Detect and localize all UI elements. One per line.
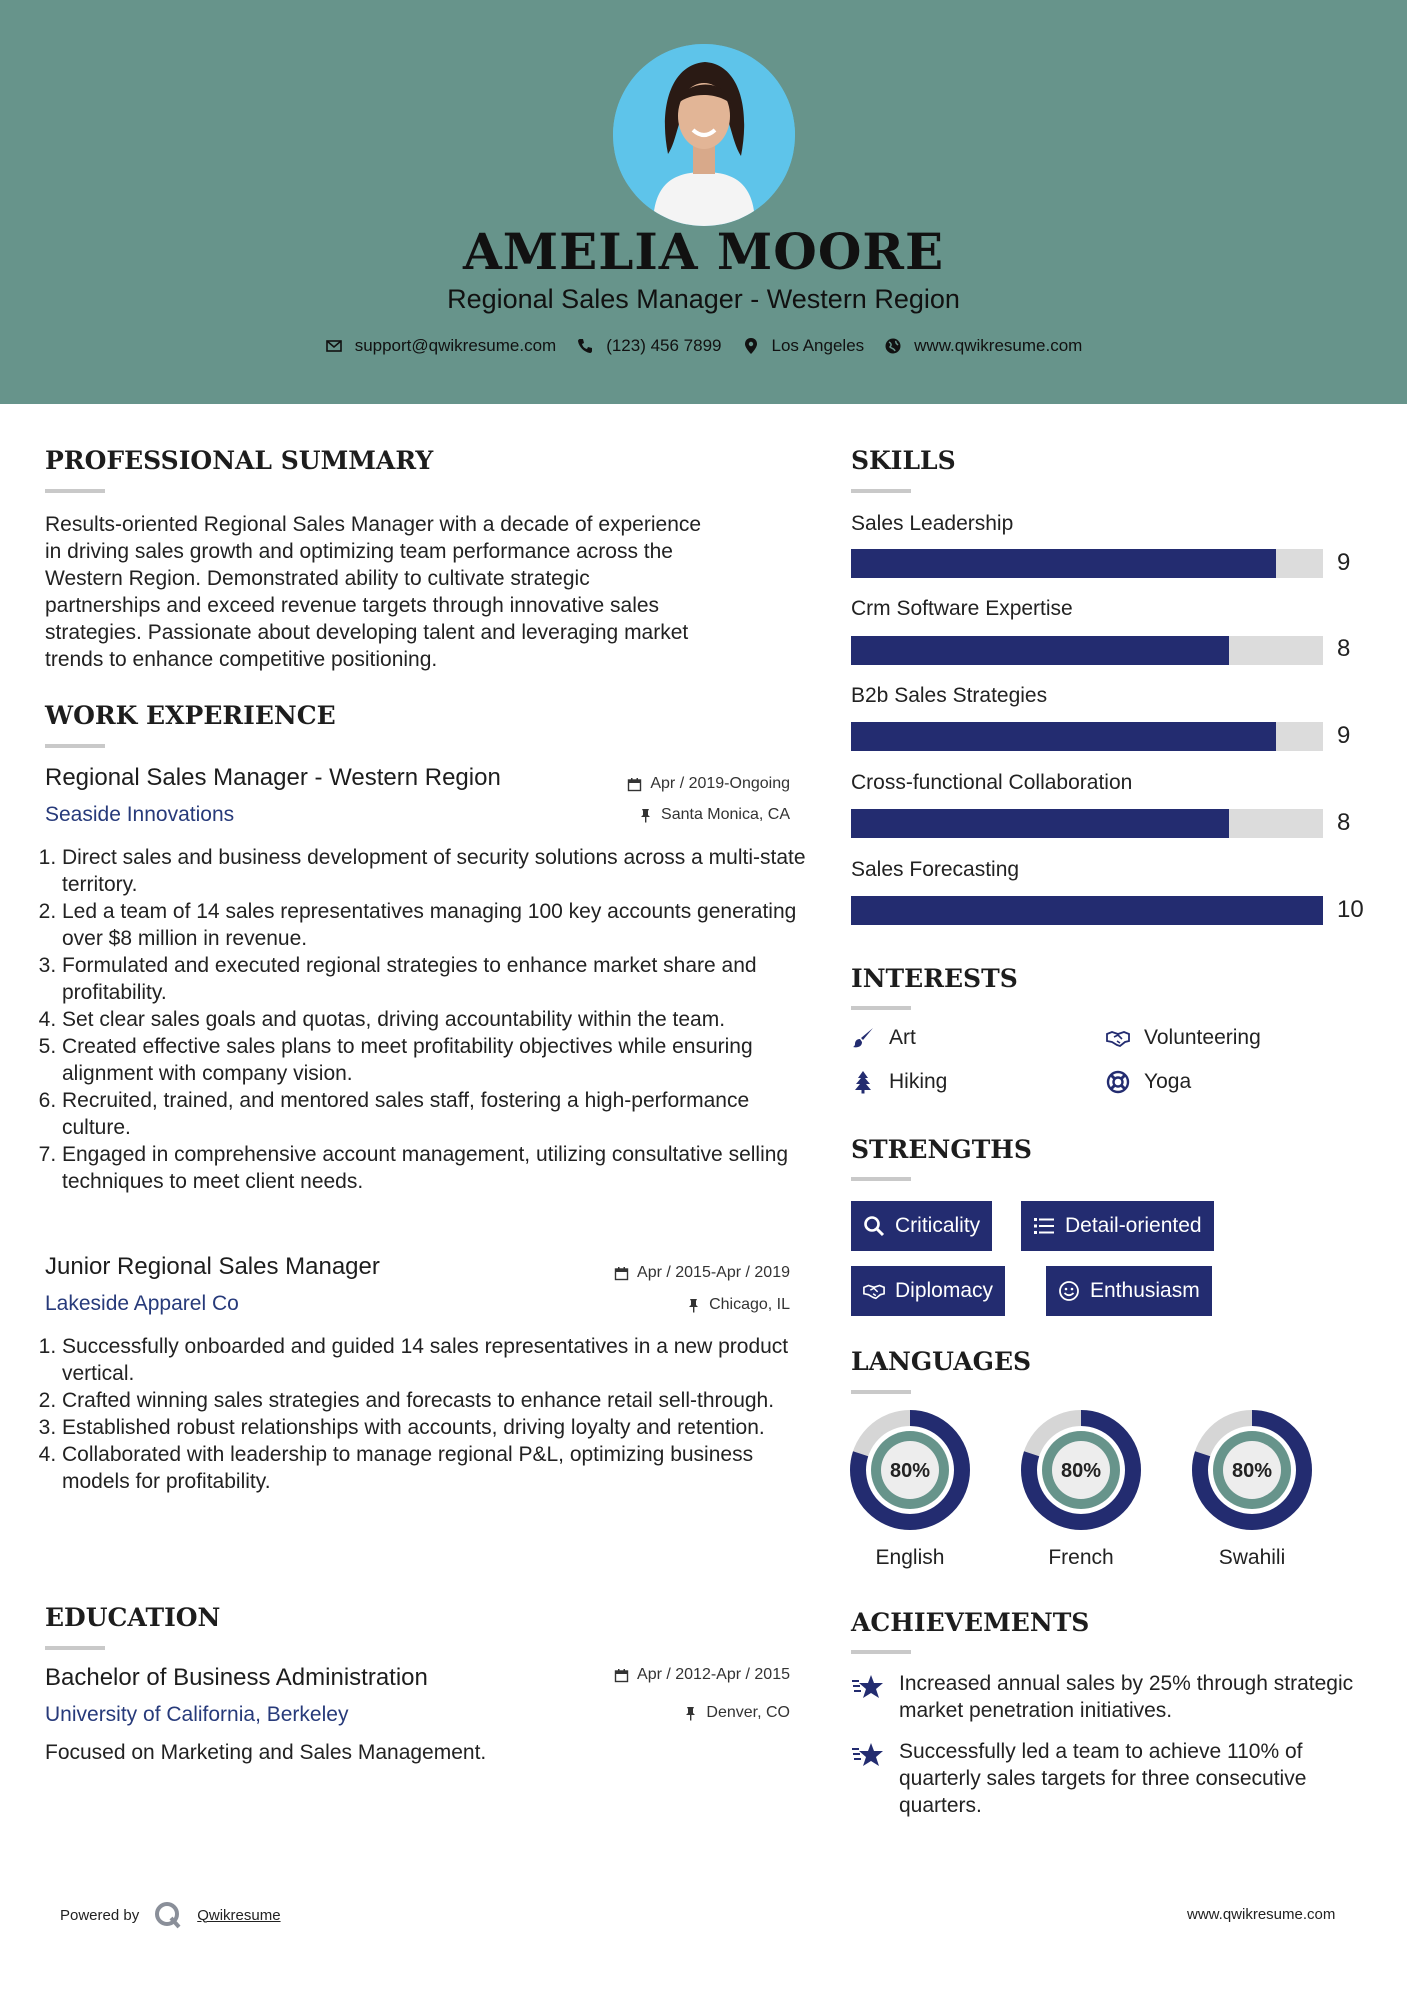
skill-name: Crm Software Expertise [851,597,1073,620]
job-dates-text: Apr / 2015-Apr / 2019 [637,1264,790,1281]
skill-score: 8 [1337,809,1351,836]
contact-phone[interactable] [576,336,721,356]
candidate-title: Regional Sales Manager - Western Region [447,284,960,314]
section-divider [851,1177,911,1181]
section-divider [851,1006,911,1010]
skill-name: Sales Forecasting [851,858,1020,881]
skill-bar [851,549,1323,578]
strength-label: Detail-oriented [1065,1214,1202,1237]
achievement-item [851,1670,1371,1724]
language-gauge [848,1408,972,1532]
job-title: Regional Sales Manager - Western Region [45,764,501,791]
list-item: 1. Direct sales and business development of security solutions across a multi-state territory. [62,844,812,898]
interests-heading: INTERESTS [851,964,1018,993]
pushpin-icon [686,1298,701,1313]
education-heading: EDUCATION [45,1603,221,1632]
job-dates [614,1264,790,1282]
achievements-heading: ACHIEVEMENTS [851,1608,1090,1637]
candidate-name: AMELIA MOORE [462,222,945,281]
lifering-icon [1106,1070,1130,1094]
language-item [1019,1408,1143,1570]
education-location [683,1704,790,1722]
summary-line: Western Region. Demonstrated ability to cultivate strategic [45,567,590,590]
language-level-label: 80% [1060,1460,1102,1482]
strength-label: Criticality [895,1214,981,1237]
skill-score: 10 [1337,896,1364,923]
list-item: 3. Formulated and executed regional strategies to enhance market share and profitability. [62,952,812,1006]
handshake-icon [1106,1026,1130,1050]
degree-title: Bachelor of Business Administration [45,1664,428,1691]
map-pin-icon [742,337,760,355]
pushpin-icon [683,1706,698,1721]
interest-label: Volunteering [1144,1026,1261,1049]
strength-badge [1021,1201,1214,1251]
email-text: support@qwikresume.com [354,336,557,355]
education-location-text: Denver, CO [706,1704,790,1721]
section-divider [851,1650,911,1654]
skill-score: 9 [1337,549,1351,576]
skill-score: 8 [1337,635,1351,662]
handshake-icon [863,1280,885,1302]
strength-label: Enthusiasm [1090,1279,1200,1302]
job-bullets [42,1333,812,1495]
interest-item [851,1070,947,1094]
smile-icon [1058,1280,1080,1302]
experience-heading: WORK EXPERIENCE [45,701,336,730]
footer-website[interactable]: www.qwikresume.com [1187,1906,1336,1923]
skill-name: Sales Leadership [851,512,1014,535]
list-item: 2. Led a team of 14 sales representatives managing 100 key accounts generating over $8 million in revenue. [62,898,812,952]
list-item: 7. Engaged in comprehensive account management, utilizing consultative selling techniques to meet client needs. [62,1141,812,1195]
strengths-heading: STRENGTHS [851,1135,1032,1164]
skill-bar-fill [851,809,1229,838]
language-item [1190,1408,1314,1570]
contact-bar [0,336,1407,356]
interest-item [1106,1026,1261,1050]
skill-score: 9 [1337,722,1351,749]
paintbrush-icon [851,1026,875,1050]
interest-label: Art [889,1026,916,1049]
skill-bar-fill [851,636,1229,665]
list-item: 6. Recruited, trained, and mentored sales staff, fostering a high-performance culture. [62,1087,812,1141]
interest-label: Hiking [889,1070,948,1093]
interest-item [851,1026,916,1050]
company-name[interactable]: Lakeside Apparel Co [45,1292,239,1315]
envelope-icon [325,337,343,355]
summary-heading: PROFESSIONAL SUMMARY [45,446,434,475]
profile-photo [613,44,795,226]
achievement-text: Increased annual sales by 25% through strategic market penetration initiatives. [899,1672,1354,1722]
section-divider [851,489,911,493]
calendar-icon [614,1266,629,1281]
list-item: 3. Established robust relationships with accounts, driving loyalty and retention. [62,1414,812,1441]
job-location [638,806,790,824]
skill-bar [851,809,1323,838]
section-divider [45,744,105,748]
summary-line: in driving sales growth and optimizing team performance across the [45,540,673,563]
skill-name: Cross-functional Collaboration [851,771,1133,794]
skill-bar [851,722,1323,751]
language-name: English [875,1546,945,1569]
education-dates [614,1666,790,1684]
tree-icon [851,1070,875,1094]
job-dates-text: Apr / 2019-Ongoing [650,775,790,792]
interest-label: Yoga [1144,1070,1192,1093]
job-dates [627,775,790,793]
school-name[interactable]: University of California, Berkeley [45,1703,349,1726]
achievement-item [851,1738,1371,1819]
search-icon [863,1215,885,1237]
summary-line: partnerships and exceed revenue targets through innovative sales [45,594,660,617]
skills-heading: SKILLS [851,446,956,475]
list-item: 5. Created effective sales plans to meet profitability objectives while ensuring alignment with company vision. [62,1033,812,1087]
globe-icon [884,337,902,355]
summary-text [45,511,805,673]
pushpin-icon [638,808,653,823]
skill-bar [851,896,1323,925]
phone-icon [576,337,594,355]
list-icon [1033,1215,1055,1237]
languages-heading: LANGUAGES [851,1347,1032,1376]
skill-name: B2b Sales Strategies [851,684,1048,707]
language-name: French [1048,1546,1114,1569]
language-level-label: 80% [889,1460,931,1482]
strength-badge [851,1201,992,1251]
location-text: Los Angeles [771,336,865,355]
summary-line: Results-oriented Regional Sales Manager with a decade of experience [45,513,702,536]
contact-email[interactable] [325,336,557,356]
website-text: www.qwikresume.com [914,336,1083,355]
company-name[interactable]: Seaside Innovations [45,803,235,826]
achievement-text: Successfully led a team to achieve 110% of quarterly sales targets for three consecutive quarters. [899,1740,1307,1817]
calendar-icon [627,777,642,792]
summary-line: strategies. Passionate about developing talent and leveraging market [45,621,689,644]
strength-badge [851,1266,1005,1316]
section-divider [851,1390,911,1394]
footer-powered-by [60,1900,281,1930]
skill-bar [851,636,1323,665]
strength-label: Diplomacy [895,1279,994,1302]
section-divider [45,1646,105,1650]
education-note: Focused on Marketing and Sales Management. [45,1741,487,1764]
calendar-icon [614,1668,629,1683]
skill-bar-fill [851,549,1276,578]
job-location [686,1296,790,1314]
contact-website[interactable] [884,336,1082,356]
contact-location [742,336,865,356]
powered-by-text: Powered by [60,1906,140,1924]
skill-bar-fill [851,722,1276,751]
skill-bar-fill [851,896,1323,925]
job-bullets [42,844,812,1195]
section-divider [45,489,105,493]
job-location-text: Santa Monica, CA [661,806,790,823]
job-location-text: Chicago, IL [709,1296,790,1313]
language-item [848,1408,972,1570]
strength-badge [1046,1266,1212,1316]
job-title: Junior Regional Sales Manager [45,1253,380,1280]
language-gauge [1190,1408,1314,1532]
list-item: 2. Crafted winning sales strategies and forecasts to enhance retail sell-through. [62,1387,812,1414]
summary-line: trends to enhance competitive positioning. [45,648,438,671]
qwikresume-logo-icon [153,1900,183,1930]
language-level-label: 80% [1231,1460,1273,1482]
list-item: 4. Set clear sales goals and quotas, driving accountability within the team. [62,1006,812,1033]
brand-link[interactable]: Qwikresume [197,1906,281,1924]
phone-text: (123) 456 7899 [606,336,722,355]
language-gauge [1019,1408,1143,1532]
language-name: Swahili [1218,1546,1286,1569]
list-item: 4. Collaborated with leadership to manage regional P&L, optimizing business models for profitability. [62,1441,812,1495]
education-dates-text: Apr / 2012-Apr / 2015 [637,1666,790,1683]
list-item: 1. Successfully onboarded and guided 14 sales representatives in a new product vertical. [62,1333,812,1387]
interest-item [1106,1070,1191,1094]
star-icon [851,1740,885,1770]
resume-header [0,0,1407,404]
star-icon [851,1672,885,1702]
